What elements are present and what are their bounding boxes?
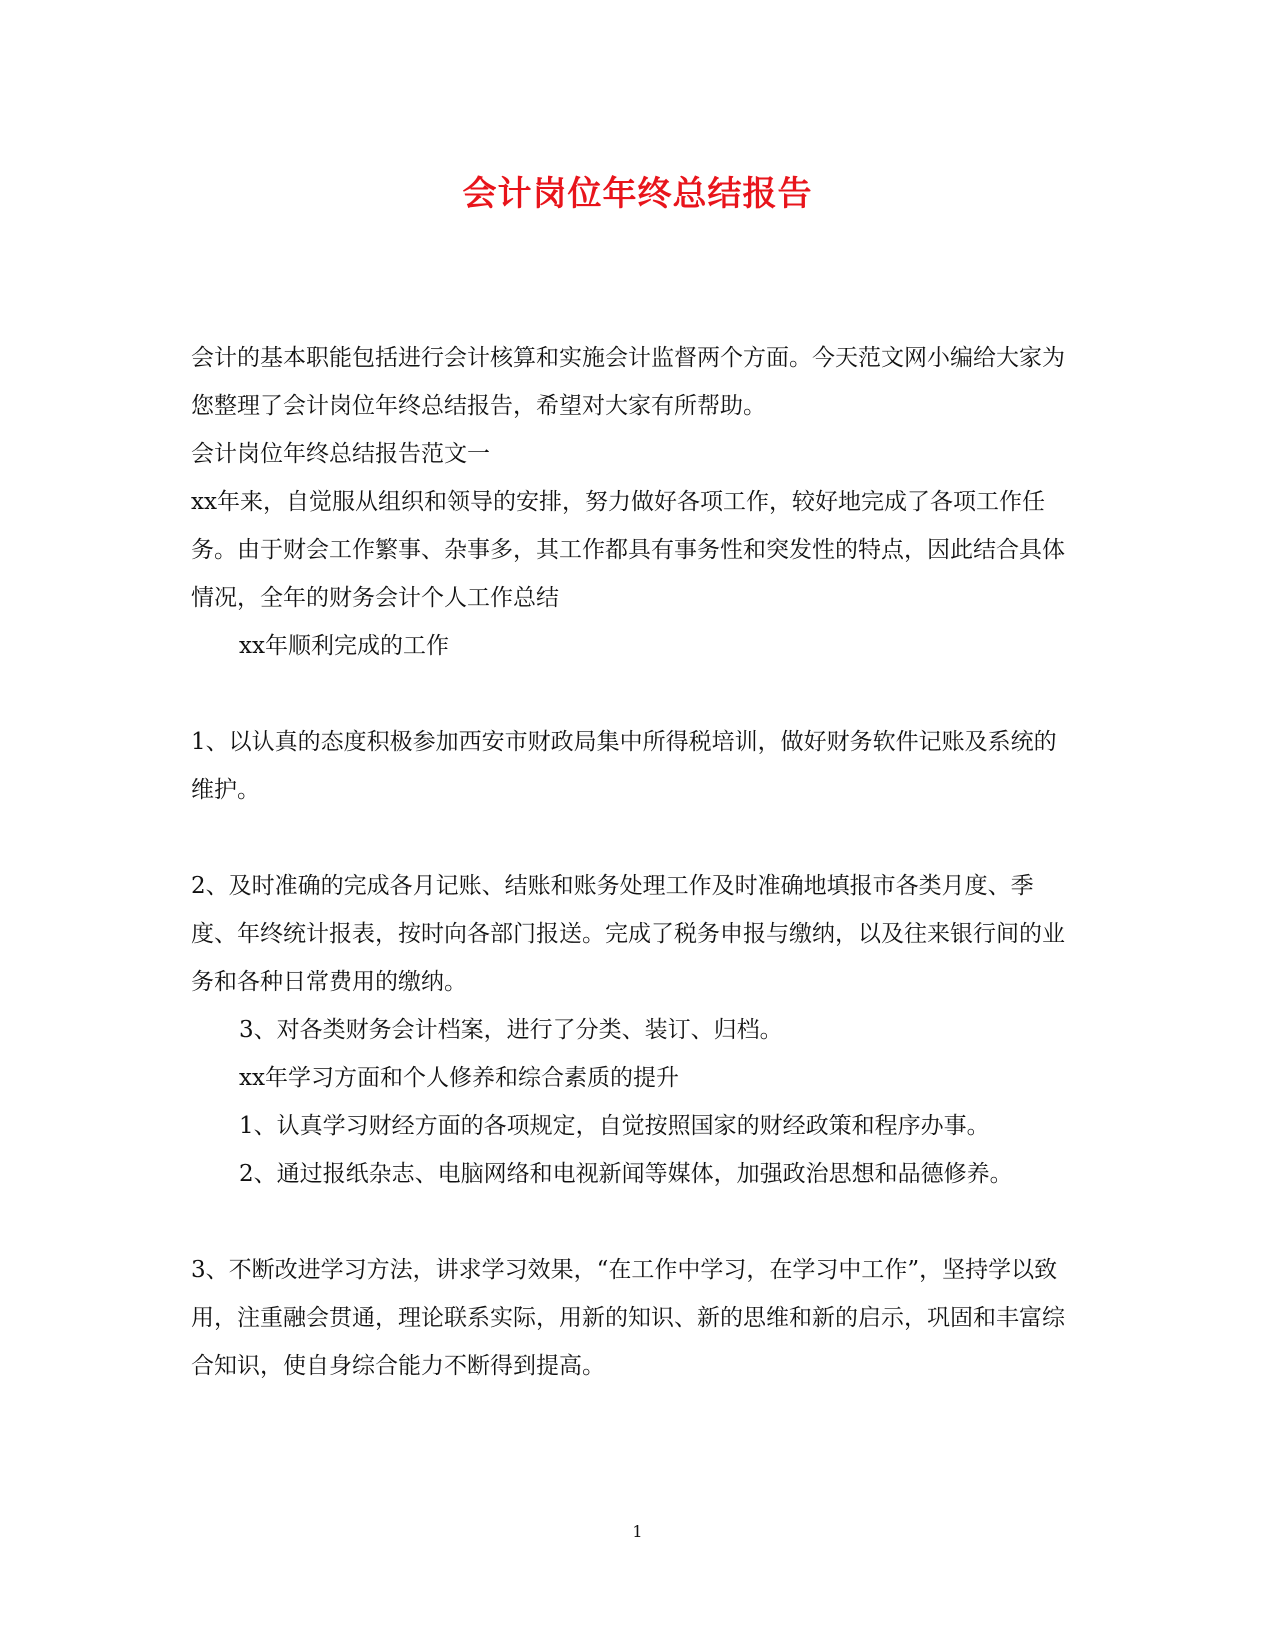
subsection-heading-study: xx年学习方面和个人修养和综合素质的提升 xyxy=(239,1065,679,1091)
intro-paragraph: 会计的基本职能包括进行会计核算和实施会计监督两个方面。今天范文网小编给大家为您整理了会计岗位年终总结报告，希望对大家有所帮助。 xyxy=(191,345,1065,419)
study-item-3: 3、不断改进学习方法，讲求学习效果，“在工作中学习，在学习中工作”，坚持学以致用，注重融会贯通，理论联系实际，用新的知识、新的思维和新的启示，巩固和丰富综合知识，使自身综合能力不断得到提高。 xyxy=(191,1257,1065,1379)
document-title: 会计岗位年终总结报告 xyxy=(462,174,813,214)
work-item-3: 3、对各类财务会计档案，进行了分类、装订、归档。 xyxy=(239,1017,783,1043)
document-body xyxy=(191,334,1071,1390)
study-item-1: 1、认真学习财经方面的各项规定，自觉按照国家的财经政策和程序办事。 xyxy=(239,1113,990,1139)
page-number: 1 xyxy=(632,1522,643,1541)
section-heading: 会计岗位年终总结报告范文一 xyxy=(191,441,490,467)
summary-paragraph: xx年来，自觉服从组织和领导的安排，努力做好各项工作，较好地完成了各项工作任务。由于财会工作繁事、杂事多，其工作都具有事务性和突发性的特点，因此结合具体情况，全年的财务会计个人工作总结 xyxy=(191,489,1065,611)
subsection-heading-work: xx年顺利完成的工作 xyxy=(239,633,449,659)
study-item-2: 2、通过报纸杂志、电脑网络和电视新闻等媒体，加强政治思想和品德修养。 xyxy=(239,1161,1013,1187)
work-item-1: 1、以认真的态度积极参加西安市财政局集中所得税培训，做好财务软件记账及系统的维护。 xyxy=(191,729,1057,803)
work-item-2: 2、及时准确的完成各月记账、结账和账务处理工作及时准确地填报市各类月度、季度、年终统计报表，按时向各部门报送。完成了税务申报与缴纳，以及往来银行间的业务和各种日常费用的缴纳。 xyxy=(191,873,1065,995)
